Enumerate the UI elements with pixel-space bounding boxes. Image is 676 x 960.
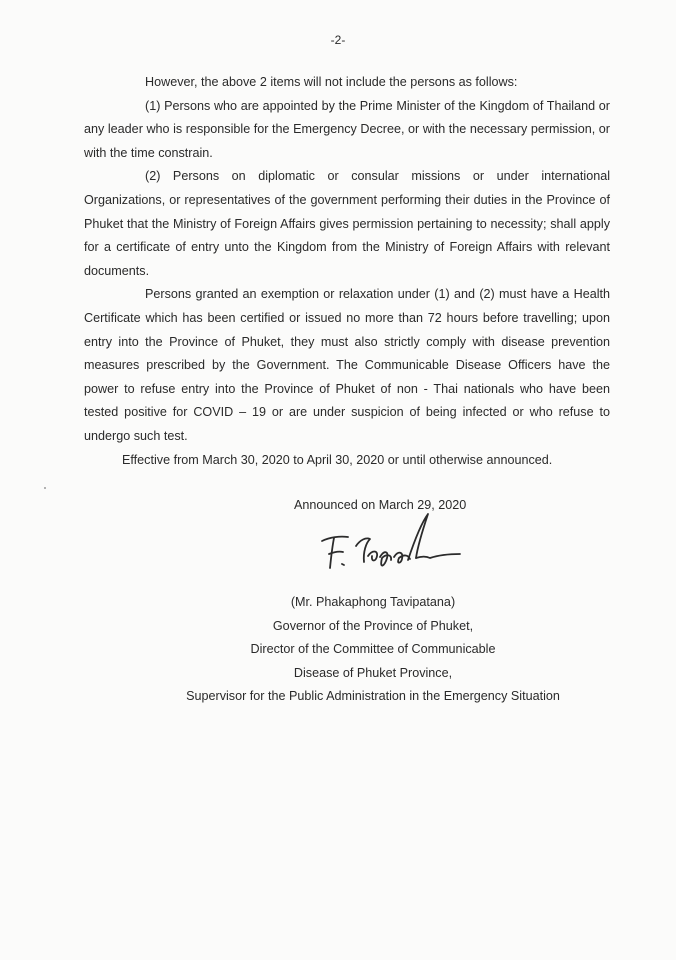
exemption-paragraph: Persons granted an exemption or relaxation under (1) and (2) must have a Health Certificate which has been certified or issued no more than 72 hours before travelling; upon entry into the Province of Phuket, they must also strictly comply with disease prevention measures prescribed by the Government. The Communicable Disease Officers have the power to refuse entry into the Province of Phuket of non - Thai nationals who have been tested positive for COVID – 19 or are under suspicion of being infected or who refuse to undergo such test. [84,287,610,443]
signatory-title-supervisor: Supervisor for the Public Administration in the Emergency Situation [186,689,560,704]
announcement-date: Announced on March 29, 2020 [294,498,467,512]
signatory-title-governor: Governor of the Province of Phuket, [272,618,474,633]
signatory-title-committee: Disease of Phuket Province, [293,665,453,680]
scan-speck [44,487,46,489]
intro-paragraph: However, the above 2 items will not include the persons as follows: [145,75,518,89]
signatory-name: (Mr. Phakaphong Tavipatana) [290,595,456,609]
item-2-paragraph: (2) Persons on diplomatic or consular missions or under international Organizations, or representatives of the government performing their duties in the Province of Phuket that the Ministry of Foreign Affairs gives permission pertaining to necessity; shall apply for a certificate of entry unto the Kingdom from the Ministry of Foreign Affairs with relevant documents. [84,169,610,278]
item-1-paragraph: (1) Persons who are appointed by the Prime Minister of the Kingdom of Thailand or any leader who is responsible for the Emergency Decree, or with the necessary permission, or with the time constrain. [84,98,610,160]
effective-dates-paragraph: Effective from March 30, 2020 to April 30, 2020 or until otherwise announced. [122,452,553,467]
page-number: -2- [330,33,346,47]
signatory-title-director: Director of the Committee of Communicable [250,642,496,657]
signature-block [140,591,606,709]
body-text [84,71,610,472]
handwritten-signature [316,512,466,580]
